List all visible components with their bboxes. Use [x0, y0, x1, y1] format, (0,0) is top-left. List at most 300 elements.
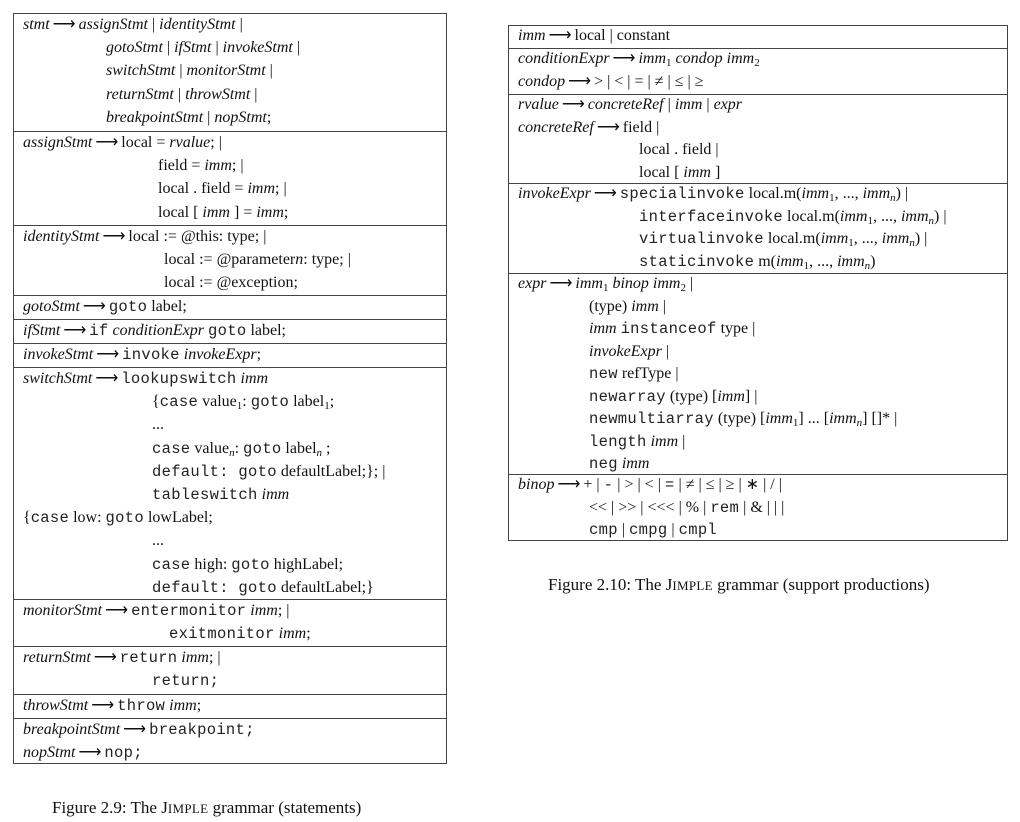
terminal-text: local := @this: type; | — [128, 228, 267, 245]
nonterminal: imm — [247, 180, 275, 198]
nonterminal: gotoStmt — [23, 298, 80, 315]
terminal-text: ; — [256, 346, 262, 363]
figure-2-9-caption — [52, 798, 361, 818]
grammar-line — [589, 409, 897, 429]
nonterminal: expr — [713, 96, 743, 113]
production-invokeExpr — [509, 183, 1007, 273]
nonterminal: imm — [674, 96, 703, 113]
grammar-line — [518, 95, 742, 115]
grammar-line — [169, 624, 311, 644]
nonterminal: monitorStmt — [186, 62, 266, 80]
terminal-text: ; — [322, 439, 331, 457]
produces-arrow-icon: ⟶ — [96, 346, 120, 363]
grammar-line — [106, 85, 257, 105]
keyword: case — [159, 393, 199, 412]
produces-arrow-icon: ⟶ — [95, 370, 119, 387]
nonterminal: imm — [839, 207, 868, 225]
subscript: n — [229, 446, 235, 459]
nonterminal: monitorStmt — [23, 602, 103, 619]
terminal-text: { — [152, 393, 160, 411]
nonterminal: imm — [589, 320, 617, 337]
figure-2-10-caption — [548, 575, 930, 595]
produces-arrow-icon: ⟶ — [549, 275, 573, 292]
nonterminal: condop imm — [675, 50, 755, 67]
keyword: entermonitor — [131, 602, 247, 620]
terminal-text: | — [250, 85, 258, 103]
nonterminal: expr — [518, 275, 547, 292]
nonterminal: breakpointStmt — [23, 721, 121, 738]
nonterminal: throwStmt — [23, 697, 89, 714]
keyword: default: goto — [152, 578, 277, 597]
keyword: length — [589, 432, 647, 451]
terminal-text: m( — [754, 252, 776, 270]
subscript: 1 — [324, 400, 330, 413]
nonterminal: switchStmt — [106, 62, 176, 80]
grammar-line — [23, 720, 255, 740]
keyword: goto — [108, 298, 148, 316]
nonterminal: binop — [518, 476, 555, 493]
keyword: interfaceinvoke — [639, 207, 784, 226]
keyword: staticinvoke — [639, 252, 755, 271]
terminal-text: highLabel; — [269, 555, 344, 573]
grammar-line — [164, 250, 351, 270]
nonterminal: nopStmt — [23, 744, 76, 762]
keyword: goto — [208, 322, 247, 340]
subscript: n — [890, 192, 896, 204]
grammar-line — [589, 498, 784, 518]
nonterminal: imm — [638, 50, 667, 67]
terminal-text: | — [661, 342, 670, 360]
keyword: nop; — [104, 744, 143, 763]
keyword: goto — [250, 393, 290, 412]
terminal-text: value — [198, 393, 237, 411]
terminal-text: ; — [283, 203, 289, 221]
keyword: default: goto — [152, 462, 277, 481]
terminal-text: ... — [152, 416, 164, 434]
terminal-text: : type; | — [303, 251, 351, 269]
terminal-text: | — [173, 85, 186, 103]
terminal-text: << | >> | <<< | % | — [589, 498, 711, 516]
terminal-text: | — [211, 39, 223, 57]
caption-smallcaps: IMPLE — [672, 578, 713, 593]
terminal-text: ; | — [231, 157, 244, 175]
grammar-line — [152, 392, 334, 412]
terminal-text: label — [289, 393, 325, 411]
production-throwStmt — [14, 694, 446, 718]
produces-arrow-icon: ⟶ — [568, 72, 592, 90]
grammar-line — [23, 297, 187, 317]
terminal-text: | — [685, 275, 694, 292]
grammar-line — [518, 72, 703, 92]
terminal-text: field | — [622, 118, 660, 136]
nonterminal: identityStmt — [23, 228, 100, 245]
nonterminal: invokeExpr — [518, 185, 591, 202]
subscript: 1 — [829, 192, 835, 204]
keyword: case — [30, 509, 70, 528]
nonterminal: rvalue — [169, 134, 211, 151]
produces-arrow-icon: ⟶ — [63, 322, 87, 339]
grammar-line — [23, 133, 222, 153]
keyword: lookupswitch — [121, 370, 237, 388]
production-breakpointStmt — [14, 718, 446, 762]
caption-prefix: Figure 2.9: The J — [52, 798, 168, 817]
keyword: = — [664, 476, 675, 494]
grammar-line — [158, 179, 287, 199]
nonterminal: imm — [683, 163, 711, 181]
production-switchStmt — [14, 367, 446, 599]
terminal-text: | — [702, 96, 714, 113]
terminal-text: local.m( — [783, 207, 840, 225]
terminal-text: lowLabel; — [143, 509, 213, 527]
nonterminal: invokeStmt — [222, 39, 293, 57]
grammar-line — [589, 454, 649, 474]
keyword: cmpl — [678, 521, 718, 539]
terminal-text: local | constant — [574, 27, 671, 44]
grammar-line — [589, 432, 685, 452]
terminal-text: | > | < | — [613, 476, 665, 493]
subscript: 1 — [666, 57, 672, 69]
nonterminal: imm — [829, 410, 857, 427]
terminal-text: ) | — [934, 207, 947, 225]
nonterminal: imm — [631, 297, 659, 315]
nonterminal: conditionExpr — [112, 322, 205, 339]
grammar-line — [518, 184, 908, 204]
keyword: return — [119, 649, 178, 667]
production-ifStmt — [14, 319, 446, 343]
grammar-line — [518, 475, 782, 495]
nonterminal: binop imm — [612, 275, 681, 292]
terminal-text: ; — [266, 108, 272, 126]
nonterminal: invokeStmt — [23, 346, 94, 363]
subscript: 1 — [803, 259, 810, 272]
terminal-text: | — [617, 521, 630, 538]
nonterminal: stmt — [23, 16, 50, 33]
nonterminal: invokeExpr — [183, 346, 257, 363]
produces-arrow-icon: ⟶ — [561, 96, 585, 113]
produces-arrow-icon: ⟶ — [91, 697, 115, 714]
nonterminal: imm — [837, 252, 865, 270]
grammar-line — [23, 508, 213, 528]
subscript: 1 — [236, 400, 243, 413]
produces-arrow-icon: ⟶ — [612, 50, 636, 67]
grammar-line — [152, 531, 164, 551]
production-returnStmt — [14, 646, 446, 694]
keyword: virtualinvoke — [639, 230, 764, 248]
production-monitorStmt — [14, 599, 446, 646]
grammar-line — [158, 203, 288, 223]
terminal-text: local = — [121, 134, 170, 151]
grammar-line — [23, 15, 243, 35]
terminal-text: ) | — [895, 185, 909, 202]
nonterminal: imm — [261, 486, 290, 503]
production-gotoStmt — [14, 295, 446, 319]
terminal-text: | — [175, 62, 187, 80]
produces-arrow-icon: ⟶ — [82, 298, 106, 315]
statements-grammar-table — [13, 13, 447, 764]
subscript: n — [909, 237, 915, 249]
terminal-text: local [ — [639, 163, 684, 181]
terminal-text: local . field = — [158, 180, 248, 198]
grammar-line — [518, 49, 760, 69]
subscript: 1 — [792, 417, 799, 429]
grammar-line — [152, 485, 289, 505]
terminal-text: | ≠ | ≤ | ≥ | ∗ | / | — [674, 476, 782, 493]
keyword: case — [152, 555, 191, 574]
keyword: goto — [231, 555, 270, 574]
terminal-text: | — [147, 16, 160, 33]
nonterminal: throwStmt — [185, 85, 251, 103]
terminal-text: | & | | | — [739, 498, 785, 516]
terminal-text: ; — [329, 393, 335, 411]
keyword: invoke — [122, 346, 180, 364]
grammar-line — [152, 578, 374, 598]
nonterminal: n — [295, 251, 304, 269]
terminal-text: field = — [158, 157, 205, 175]
terminal-text: , ..., — [834, 185, 863, 202]
caption-smallcaps: IMPLE — [167, 801, 209, 816]
nonterminal: returnStmt — [106, 85, 174, 103]
terminal-text: ) — [870, 252, 876, 270]
grammar-line — [106, 38, 300, 58]
grammar-line — [639, 140, 719, 160]
nonterminal: imm — [801, 185, 830, 202]
grammar-line — [23, 601, 290, 621]
grammar-line — [23, 345, 261, 365]
produces-arrow-icon: ⟶ — [557, 476, 581, 493]
produces-arrow-icon: ⟶ — [105, 602, 129, 619]
grammar-line — [158, 156, 244, 176]
produces-arrow-icon: ⟶ — [548, 27, 572, 44]
produces-arrow-icon: ⟶ — [123, 721, 147, 738]
nonterminal: imm — [240, 370, 269, 387]
keyword: if — [89, 322, 109, 340]
grammar-line — [23, 743, 143, 763]
terminal-text: , ..., — [809, 252, 838, 270]
nonterminal: ifStmt — [23, 322, 61, 339]
terminal-text: type | — [716, 320, 756, 337]
terminal-text: (type) [ — [713, 410, 766, 427]
produces-arrow-icon: ⟶ — [52, 16, 76, 33]
keyword: throw — [117, 697, 166, 715]
terminal-text: | — [292, 39, 301, 57]
terminal-text: | — [235, 16, 243, 33]
subscript: n — [856, 417, 863, 429]
nonterminal: imm — [575, 275, 603, 292]
grammar-line — [518, 26, 670, 46]
grammar-line — [152, 415, 164, 435]
keyword: tableswitch — [152, 486, 258, 504]
grammar-line — [589, 387, 757, 407]
produces-arrow-icon: ⟶ — [93, 649, 117, 666]
terminal-text: local := @parameter — [164, 251, 296, 269]
nonterminal: imm — [169, 697, 197, 714]
grammar-line — [639, 207, 947, 227]
terminal-text: (type) — [589, 297, 632, 315]
subscript: 1 — [867, 214, 873, 227]
keyword: cmp — [589, 521, 618, 539]
terminal-text: ] []* | — [862, 410, 898, 427]
terminal-text: refType | — [617, 365, 679, 382]
nonterminal: ifStmt — [174, 39, 212, 57]
keyword: return; — [152, 672, 220, 691]
subscript: 2 — [754, 57, 760, 69]
nonterminal: imm — [181, 649, 209, 666]
grammar-line — [23, 696, 201, 716]
terminal-text: | — [667, 521, 679, 538]
terminal-text: | — [265, 62, 273, 80]
terminal-text: local.m( — [744, 185, 802, 202]
grammar-line — [589, 297, 666, 317]
subscript: n — [928, 214, 935, 227]
nonterminal: imm — [717, 387, 745, 405]
nonterminal: imm — [256, 203, 284, 221]
terminal-text: local . field | — [639, 141, 719, 158]
grammar-line — [23, 321, 286, 341]
terminal-text: ; | — [208, 649, 221, 666]
terminal-text: | — [203, 108, 215, 126]
nonterminal: imm — [204, 157, 232, 175]
production-conditionExpr — [509, 48, 1007, 94]
subscript: 2 — [680, 282, 686, 294]
terminal-text: defaultLabel;}; | — [276, 462, 386, 480]
terminal-text: local := @exception; — [164, 274, 298, 292]
keyword: case — [152, 439, 191, 458]
grammar-line — [23, 369, 268, 389]
production-identityStmt — [14, 225, 446, 295]
terminal-text: { — [23, 509, 31, 527]
grammar-line — [518, 118, 659, 138]
terminal-text: > | < | = | ≠ | ≤ | ≥ — [594, 72, 704, 90]
terminal-text: ; | — [210, 134, 222, 151]
keyword: newarray — [589, 387, 666, 406]
nonterminal: nopStmt — [214, 108, 267, 126]
grammar-line — [152, 671, 219, 691]
nonterminal: imm — [820, 230, 849, 247]
terminal-text: low: — [69, 509, 106, 527]
keyword: exitmonitor — [169, 625, 275, 644]
terminal-text: local.m( — [763, 230, 821, 247]
grammar-line — [152, 462, 385, 482]
nonterminal: gotoStmt — [106, 39, 163, 57]
caption-suffix: grammar (support productions) — [712, 575, 930, 594]
terminal-text: ; — [306, 625, 311, 643]
terminal-text: , ..., — [853, 230, 882, 247]
nonterminal: invokeExpr — [589, 342, 662, 360]
grammar-line — [518, 274, 693, 294]
terminal-text: + | — [583, 476, 604, 493]
nonterminal: imm — [202, 203, 230, 221]
keyword: specialinvoke — [619, 185, 745, 203]
terminal-text: label; — [246, 322, 286, 339]
terminal-text: , ..., — [872, 207, 901, 225]
keyword: - — [603, 476, 614, 494]
grammar-line — [639, 229, 927, 249]
terminal-text: ] = — [229, 203, 257, 221]
terminal-text: (type) [ — [665, 387, 718, 405]
terminal-text: | — [678, 432, 686, 450]
terminal-text: high: — [190, 555, 232, 573]
terminal-text: | — [162, 39, 175, 57]
terminal-text: | — [658, 297, 666, 315]
production-imm — [509, 26, 1007, 48]
grammar-line — [639, 163, 720, 183]
terminal-text: ; — [196, 697, 202, 714]
terminal-text: label — [281, 439, 317, 457]
terminal-text: defaultLabel;} — [276, 578, 374, 596]
grammar-line — [589, 364, 679, 384]
nonterminal: assignStmt — [78, 16, 148, 33]
subscript: 1 — [602, 282, 609, 294]
terminal-text: local [ — [158, 203, 203, 221]
nonterminal: imm — [765, 410, 793, 427]
production-binop — [509, 474, 1007, 539]
grammar-line — [589, 520, 717, 540]
grammar-line — [589, 319, 755, 339]
nonterminal: imm — [278, 625, 307, 643]
nonterminal: conditionExpr — [518, 50, 610, 67]
nonterminal: breakpointStmt — [106, 108, 204, 126]
produces-arrow-icon: ⟶ — [95, 134, 119, 151]
terminal-text: ] | — [744, 387, 758, 405]
nonterminal: imm — [776, 252, 804, 270]
grammar-line — [23, 227, 266, 247]
production-rvalue — [509, 94, 1007, 183]
terminal-text: ] ... [ — [798, 410, 830, 427]
terminal-text: ... — [152, 532, 164, 550]
terminal-text: | — [663, 96, 675, 113]
subscript: n — [316, 446, 323, 459]
caption-prefix: Figure 2.10: The J — [548, 575, 673, 594]
nonterminal: condop — [518, 72, 566, 90]
produces-arrow-icon: ⟶ — [596, 118, 620, 136]
terminal-text: value — [190, 439, 230, 457]
nonterminal: imm — [518, 27, 546, 44]
subscript: 1 — [848, 237, 854, 249]
terminal-text: : — [234, 439, 244, 457]
produces-arrow-icon: ⟶ — [102, 228, 126, 245]
terminal-text: ) | — [914, 230, 928, 247]
nonterminal: concreteRef — [587, 96, 664, 113]
production-assignStmt — [14, 131, 446, 225]
keyword: goto — [243, 439, 282, 458]
keyword: goto — [105, 509, 144, 528]
terminal-text: label; — [147, 298, 187, 315]
grammar-line — [106, 108, 271, 128]
terminal-text: ; | — [277, 602, 290, 619]
nonterminal: imm — [250, 602, 278, 619]
terminal-text: ; | — [275, 180, 287, 198]
production-stmt — [14, 14, 446, 131]
nonterminal: rvalue — [518, 96, 559, 113]
caption-suffix: grammar (statements) — [208, 798, 362, 817]
nonterminal: imm — [650, 432, 679, 450]
keyword: rem — [710, 498, 740, 517]
subscript: n — [864, 259, 871, 272]
produces-arrow-icon: ⟶ — [593, 185, 617, 202]
nonterminal: imm — [621, 455, 650, 472]
support-productions-table — [508, 25, 1008, 541]
keyword: neg — [589, 455, 618, 473]
keyword: new — [589, 365, 618, 383]
grammar-line — [639, 252, 875, 272]
nonterminal: concreteRef — [518, 118, 594, 136]
nonterminal: imm — [900, 207, 929, 225]
produces-arrow-icon: ⟶ — [78, 744, 102, 762]
grammar-line — [152, 439, 330, 459]
grammar-line — [152, 555, 343, 575]
grammar-line — [106, 61, 273, 81]
keyword: cmpg — [629, 521, 668, 539]
